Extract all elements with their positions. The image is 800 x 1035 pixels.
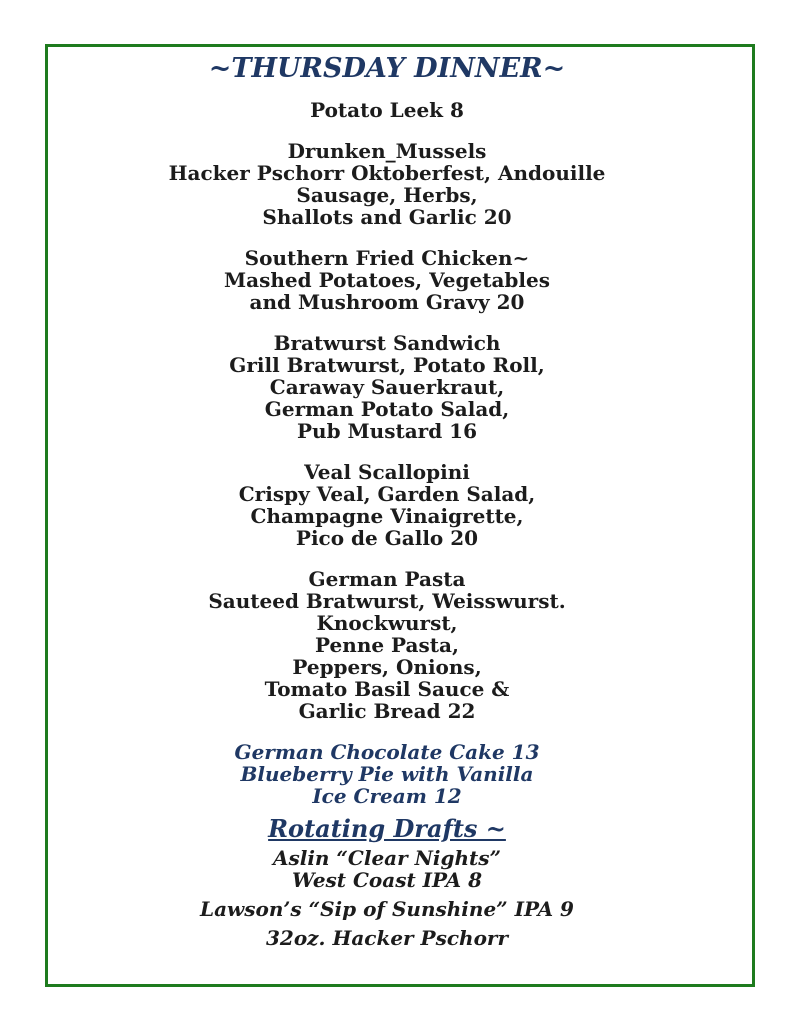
menu-line: Tomato Basil Sauce & xyxy=(264,677,510,701)
menu-line: Penne Pasta, xyxy=(315,633,459,657)
menu-line: Champagne Vinaigrette, xyxy=(250,504,524,528)
menu-page xyxy=(45,44,755,987)
menu-line: German Chocolate Cake 13 xyxy=(234,740,540,764)
menu-line: Aslin “Clear Nights” xyxy=(272,846,502,870)
menu-line: Garlic Bread 22 xyxy=(298,699,476,723)
menu-section-southern-fried-chicken xyxy=(48,247,726,313)
menu-line: Southern Fried Chicken~ xyxy=(244,246,530,270)
menu-line: German Potato Salad, xyxy=(264,397,510,421)
menu-section-german-pasta xyxy=(48,568,726,722)
draft-item-lawsons-sip-of-sunshine xyxy=(48,898,726,920)
menu-line: Lawson’s “Sip of Sunshine” IPA 9 xyxy=(200,897,574,921)
menu-line: Drunken_Mussels xyxy=(287,139,487,163)
menu-section-potato-leek xyxy=(48,99,726,121)
menu-section-veal-scallopini xyxy=(48,461,726,549)
menu-line: Caraway Sauerkraut, xyxy=(269,375,505,399)
rotating-drafts-heading: Rotating Drafts ~ xyxy=(268,814,506,843)
menu-line: Bratwurst Sandwich xyxy=(273,331,501,355)
menu-section-drunken-mussels xyxy=(48,140,726,228)
menu-line: German Pasta xyxy=(308,567,466,591)
menu-line: West Coast IPA 8 xyxy=(291,868,483,892)
menu-line: Potato Leek 8 xyxy=(310,98,464,122)
menu-line: Pub Mustard 16 xyxy=(297,419,477,443)
menu-line: 32oz. Hacker Pschorr xyxy=(265,926,508,950)
menu-line: Mashed Potatoes, Vegetables xyxy=(224,268,550,292)
menu-line: Ice Cream 12 xyxy=(312,784,462,808)
menu-section-bratwurst-sandwich xyxy=(48,332,726,442)
menu-line: Shallots and Garlic 20 xyxy=(262,205,512,229)
menu-line: Pico de Gallo 20 xyxy=(295,526,479,550)
menu-line: Veal Scallopini xyxy=(304,460,470,484)
menu-line: Sauteed Bratwurst, Weisswurst. xyxy=(208,589,566,613)
menu-line: Blueberry Pie with Vanilla xyxy=(240,762,534,786)
menu-line: Sausage, Herbs, xyxy=(296,183,478,207)
menu-line: and Mushroom Gravy 20 xyxy=(249,290,525,314)
menu-line: Knockwurst, xyxy=(316,611,458,635)
draft-item-aslin-clear-nights xyxy=(48,847,726,891)
menu-title: ~THURSDAY DINNER~ xyxy=(208,53,566,84)
menu-section-desserts xyxy=(48,741,726,807)
menu-line: Peppers, Onions, xyxy=(292,655,482,679)
menu-line: Hacker Pschorr Oktoberfest, Andouille xyxy=(168,161,606,185)
draft-item-hacker-pschorr-32oz xyxy=(48,927,726,949)
menu-line: Grill Bratwurst, Potato Roll, xyxy=(229,353,545,377)
menu-line: Crispy Veal, Garden Salad, xyxy=(238,482,536,506)
